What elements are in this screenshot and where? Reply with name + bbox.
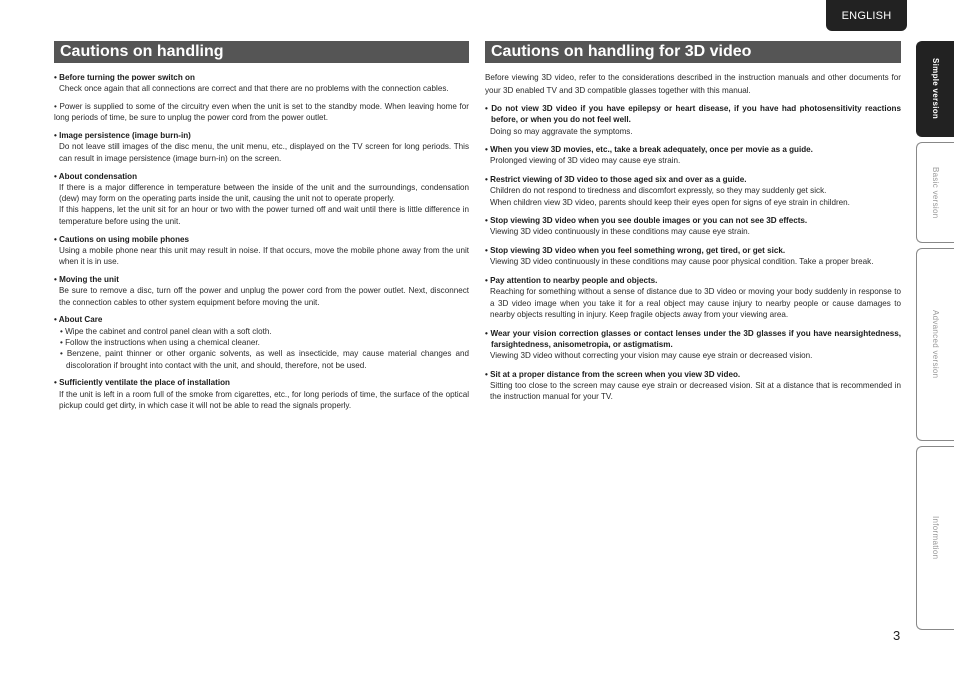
item-title: • Moving the unit bbox=[54, 274, 469, 285]
item-title: • Restrict viewing of 3D video to those aged six and over as a guide. bbox=[485, 174, 901, 185]
item-body: Prolonged viewing of 3D video may cause eye strain. bbox=[490, 156, 681, 166]
item-title: • Before turning the power switch on bbox=[54, 72, 469, 83]
side-tab-information[interactable] bbox=[916, 446, 954, 630]
caution-mobile-phones bbox=[54, 234, 469, 268]
item-body: Do not leave still images of the disc menu, the unit menu, etc., displayed on the TV screen for long periods. This can result in image persistence (image burn-in) on the screen. bbox=[59, 142, 469, 163]
caution-condensation bbox=[54, 171, 469, 227]
side-tab-simple-version[interactable] bbox=[916, 41, 954, 137]
right-column bbox=[485, 41, 901, 410]
caution-image-persistence bbox=[54, 130, 469, 164]
item-body: Using a mobile phone near this unit may result in noise. If that occurs, move the mobile phone away from the unit when it is in use. bbox=[59, 245, 469, 267]
item-title: • Sit at a proper distance from the screen when you view 3D video. bbox=[485, 369, 901, 380]
item-body: Be sure to remove a disc, turn off the power and unplug the power cord from the power outlet. Next, disconnect the connection cables to other system equipment before moving the unit. bbox=[59, 286, 469, 307]
item-body: Viewing 3D video continuously in these conditions may cause eye strain. bbox=[490, 227, 750, 237]
item-body: If there is a major difference in temperature between the inside of the unit and the surroundings, condensation (dew) may form on the operating parts inside the unit, causing the unit not to operate properly. bbox=[59, 182, 469, 204]
item-body: Check once again that all connections are correct and that there are no problems with the connection cables. bbox=[59, 84, 449, 94]
caution-3d-feel-wrong bbox=[485, 245, 901, 268]
side-tab-label: Simple version bbox=[931, 58, 940, 120]
item-body: Doing so may aggravate the symptoms. bbox=[490, 126, 633, 136]
side-tab-advanced-version[interactable] bbox=[916, 248, 954, 441]
item-title: • Wear your vision correction glasses or contact lenses under the 3D glasses if you have nearsightedness, farsightedness, anisometropia, or astigmatism. bbox=[485, 328, 901, 351]
item-body: Viewing 3D video continuously in these conditions may cause poor physical condition. Take a proper break. bbox=[490, 257, 874, 267]
item-title: • Sufficiently ventilate the place of installation bbox=[54, 377, 469, 388]
caution-ventilation bbox=[54, 377, 469, 411]
caution-about-care bbox=[54, 314, 469, 370]
item-title: • When you view 3D movies, etc., take a break adequately, once per movie as a guide. bbox=[485, 144, 901, 155]
left-heading: Cautions on handling bbox=[54, 41, 469, 63]
item-body: Viewing 3D video without correcting your vision may cause eye strain or decreased vision. bbox=[490, 351, 813, 361]
language-tab: ENGLISH bbox=[826, 0, 907, 31]
caution-3d-children bbox=[485, 174, 901, 208]
item-title: • Do not view 3D video if you have epilepsy or heart disease, if you have had photosensitivity reactions before, or when you do not feel well. bbox=[485, 103, 901, 126]
intro-paragraph: Before viewing 3D video, refer to the considerations described in the instruction manuals and other documents for your 3D enabled TV and 3D compatible glasses together with this manual. bbox=[485, 73, 901, 95]
side-tab-label: Basic version bbox=[931, 166, 940, 219]
item-title: • Image persistence (image burn-in) bbox=[54, 130, 469, 141]
sub-bullet: • Benzene, paint thinner or other organic solvents, as well as insecticide, may cause material changes and discoloration if brought into contact with the unit, and should, therefore, not be used. bbox=[54, 348, 469, 371]
caution-moving-unit bbox=[54, 274, 469, 308]
item-title: • About condensation bbox=[54, 171, 469, 182]
caution-3d-vision-correction bbox=[485, 328, 901, 362]
item-title: • Pay attention to nearby people and objects. bbox=[485, 275, 901, 286]
item-title: • About Care bbox=[54, 314, 469, 325]
caution-power-switch bbox=[54, 72, 469, 95]
sub-bullet: • Follow the instructions when using a chemical cleaner. bbox=[54, 337, 469, 348]
caution-3d-distance bbox=[485, 369, 901, 403]
left-column bbox=[54, 41, 469, 418]
caution-3d-break bbox=[485, 144, 901, 167]
item-body: When children view 3D video, parents should keep their eyes open for signs of eye strain in children. bbox=[490, 197, 850, 207]
side-tab-label: Advanced version bbox=[931, 310, 940, 379]
item-body: Children do not respond to tiredness and discomfort expressly, so they may suddenly get sick. bbox=[490, 186, 827, 196]
item-body: If the unit is left in a room full of the smoke from cigarettes, etc., for long periods of time, the surface of the optical pickup could get dirty, in which case it will not be able to read the signals properly. bbox=[59, 389, 469, 410]
caution-3d-double-images bbox=[485, 215, 901, 238]
item-body: Reaching for something without a sense of distance due to 3D video or moving your body suddenly in response to a 3D video image when you take it for a real object may cause injury to nearby people or cause damages to nearby objects resulting in injury. Keep fragile objects away from your viewing area. bbox=[490, 287, 901, 320]
page-number: 3 bbox=[893, 628, 901, 643]
right-heading: Cautions on handling for 3D video bbox=[485, 41, 901, 63]
item-title: • Stop viewing 3D video when you see double images or you can not see 3D effects. bbox=[485, 215, 901, 226]
caution-3d-nearby-objects bbox=[485, 275, 901, 321]
item-body: Sitting too close to the screen may cause eye strain or decreased vision. Sit at a distance that is recommended in the instruction manual for your TV. bbox=[490, 380, 901, 402]
item-body: If this happens, let the unit sit for an hour or two with the power turned off and wait until there is little difference in temperature before using the unit. bbox=[59, 205, 469, 226]
caution-3d-epilepsy bbox=[485, 103, 901, 137]
sub-bullet: • Wipe the cabinet and control panel clean with a soft cloth. bbox=[54, 326, 469, 337]
item-title: • Cautions on using mobile phones bbox=[54, 234, 469, 245]
item-title: • Stop viewing 3D video when you feel something wrong, get tired, or get sick. bbox=[485, 245, 901, 256]
caution-standby-power: • Power is supplied to some of the circuitry even when the unit is set to the standby mode. When leaving home for long periods of time, be sure to unplug the power cord from the power outlet. bbox=[54, 101, 469, 124]
side-tab-label: Information bbox=[931, 516, 940, 560]
side-tab-basic-version[interactable] bbox=[916, 142, 954, 243]
